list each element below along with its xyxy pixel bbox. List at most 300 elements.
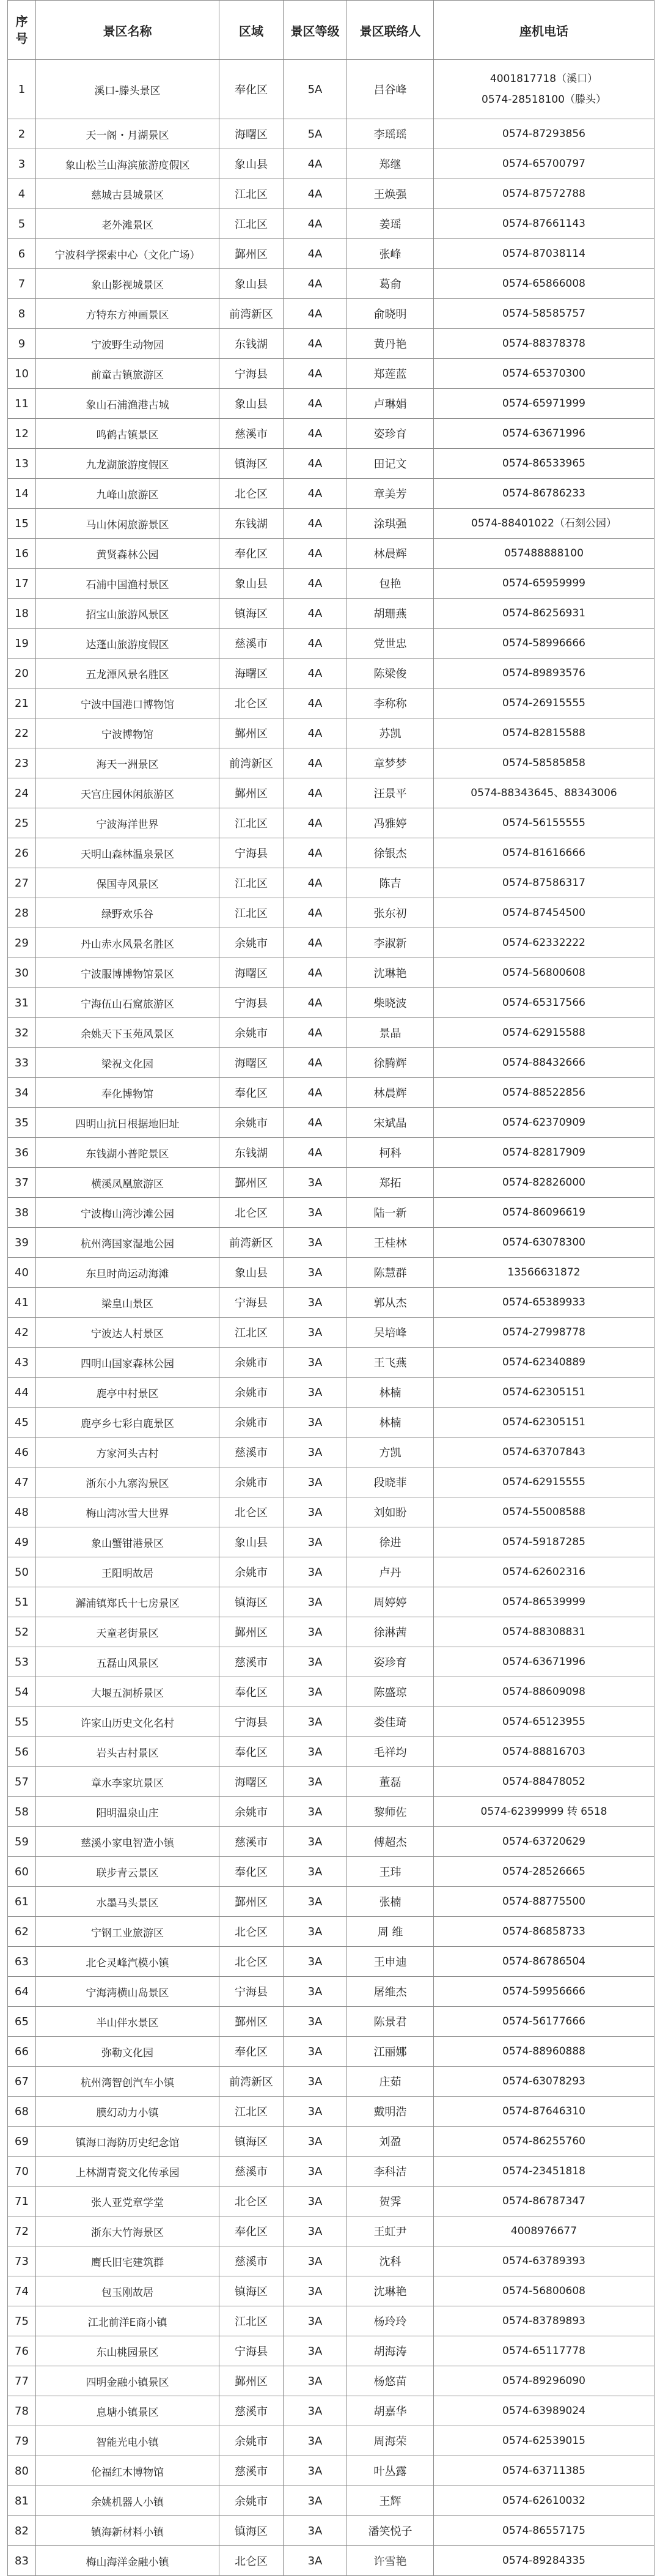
- cell-level: 3A: [284, 1348, 347, 1378]
- table-row: [8, 2187, 654, 2216]
- cell-level: 3A: [284, 1228, 347, 1258]
- cell-level: 3A: [284, 1767, 347, 1797]
- cell-region: 慈溪市: [219, 1827, 284, 1857]
- cell-name: 奉化博物馆: [36, 1078, 219, 1108]
- cell-name: 许家山历史文化名村: [36, 1707, 219, 1737]
- phone-line: 057488888100: [504, 547, 584, 559]
- table-row: [8, 718, 654, 748]
- cell-name: 四明山抗日根据地旧址: [36, 1108, 219, 1138]
- cell-region: 北仑区: [219, 1497, 284, 1527]
- cell-no: 23: [8, 748, 36, 778]
- cell-name: 上林湖青瓷文化传承园: [36, 2157, 219, 2187]
- cell-level: 3A: [284, 1557, 347, 1587]
- cell-region: 鄞州区: [219, 1168, 284, 1198]
- phone-line: 0574-56155555: [502, 817, 585, 829]
- cell-region: 鄞州区: [219, 2007, 284, 2037]
- table-row: [8, 149, 654, 179]
- cell-name: 丹山赤水风景名胜区: [36, 928, 219, 958]
- cell-no: 26: [8, 838, 36, 868]
- cell-region: 宁海县: [219, 1977, 284, 2007]
- cell-no: 11: [8, 389, 36, 419]
- cell-contact: 林楠: [347, 1378, 434, 1408]
- cell-no: 9: [8, 329, 36, 359]
- cell-level: 3A: [284, 2187, 347, 2216]
- table-row: [8, 599, 654, 629]
- cell-name: 阳明温泉山庄: [36, 1797, 219, 1827]
- cell-phone: [434, 1797, 654, 1827]
- cell-region: 象山县: [219, 1258, 284, 1288]
- table-row: [8, 389, 654, 419]
- cell-name: 横溪凤凰旅游区: [36, 1168, 219, 1198]
- phone-line: 0574-28526665: [502, 1866, 585, 1878]
- cell-level: 3A: [284, 1378, 347, 1408]
- cell-level: 3A: [284, 2306, 347, 2336]
- cell-region: 鄞州区: [219, 239, 284, 269]
- phone-line: 0574-82826000: [502, 1176, 585, 1189]
- phone-line: 0574-65317566: [502, 997, 585, 1009]
- cell-phone: [434, 449, 654, 479]
- header-name: 景区名称: [36, 1, 219, 60]
- cell-phone: [434, 748, 654, 778]
- cell-no: 10: [8, 359, 36, 389]
- cell-phone: [434, 1168, 654, 1198]
- table-row: [8, 1677, 654, 1707]
- cell-name: 象山蟹钳港景区: [36, 1527, 219, 1557]
- cell-contact: 柴晓波: [347, 988, 434, 1018]
- table-row: [8, 1797, 654, 1827]
- cell-region: 东钱湖: [219, 509, 284, 539]
- cell-no: 7: [8, 269, 36, 299]
- cell-region: 奉化区: [219, 1857, 284, 1887]
- table-row: [8, 479, 654, 509]
- cell-phone: [434, 1258, 654, 1288]
- cell-name: 镇海新材料小镇: [36, 2516, 219, 2546]
- cell-no: 42: [8, 1318, 36, 1348]
- cell-phone: [434, 1827, 654, 1857]
- cell-level: 3A: [284, 1947, 347, 1977]
- cell-region: 余姚市: [219, 2426, 284, 2456]
- cell-contact: 田记文: [347, 449, 434, 479]
- cell-name: 老外滩景区: [36, 209, 219, 239]
- cell-phone: [434, 2486, 654, 2516]
- cell-name: 宁波野生动物园: [36, 329, 219, 359]
- cell-name: 溪口-滕头景区: [36, 60, 219, 119]
- phone-line: 0574-63789393: [502, 2255, 585, 2267]
- cell-phone: [434, 808, 654, 838]
- phone-line: 0574-58585757: [502, 308, 585, 320]
- cell-phone: [434, 2037, 654, 2067]
- phone-line: 0574-65866008: [502, 278, 585, 290]
- table-row: [8, 2037, 654, 2067]
- cell-level: 4A: [284, 239, 347, 269]
- phone-line: 0574-86787347: [502, 2195, 585, 2207]
- table-row: [8, 1138, 654, 1168]
- cell-no: 37: [8, 1168, 36, 1198]
- cell-phone: [434, 1348, 654, 1378]
- cell-contact: 章梦梦: [347, 748, 434, 778]
- phone-line: 0574-86786233: [502, 487, 585, 500]
- cell-no: 29: [8, 928, 36, 958]
- cell-region: 镇海区: [219, 449, 284, 479]
- phone-line: 0574-62332222: [502, 937, 585, 949]
- phone-line: 13566631872: [507, 1266, 581, 1279]
- cell-region: 余姚市: [219, 928, 284, 958]
- table-row: [8, 1048, 654, 1078]
- cell-name: 宁波博物馆: [36, 718, 219, 748]
- table-row: [8, 359, 654, 389]
- table-row: [8, 2216, 654, 2246]
- cell-region: 前湾新区: [219, 1228, 284, 1258]
- phone-line: 0574-88401022（石刻公园）: [471, 517, 617, 530]
- cell-name: 浙东大竹海景区: [36, 2216, 219, 2246]
- cell-level: 3A: [284, 1408, 347, 1437]
- cell-contact: 柯科: [347, 1138, 434, 1168]
- cell-name: 天一阁・月湖景区: [36, 119, 219, 149]
- phone-line: 0574-65389933: [502, 1296, 585, 1308]
- table-body: [8, 60, 654, 2576]
- table-row: [8, 1378, 654, 1408]
- table-row: [8, 1977, 654, 2007]
- cell-contact: 党世忠: [347, 629, 434, 659]
- cell-phone: [434, 1198, 654, 1228]
- cell-no: 24: [8, 778, 36, 808]
- cell-region: 东钱湖: [219, 329, 284, 359]
- cell-phone: [434, 2007, 654, 2037]
- cell-no: 54: [8, 1677, 36, 1707]
- cell-no: 52: [8, 1617, 36, 1647]
- cell-name: 杭州湾国家湿地公园: [36, 1228, 219, 1258]
- cell-name: 石浦中国渔村景区: [36, 569, 219, 599]
- cell-phone: [434, 1587, 654, 1617]
- cell-phone: [434, 778, 654, 808]
- cell-phone: [434, 1048, 654, 1078]
- cell-contact: 包艳: [347, 569, 434, 599]
- cell-phone: [434, 2216, 654, 2246]
- cell-no: 16: [8, 539, 36, 569]
- table-row: [8, 1497, 654, 1527]
- phone-line: 0574-62305151: [502, 1416, 585, 1428]
- cell-level: 3A: [284, 1617, 347, 1647]
- table-row: [8, 2127, 654, 2157]
- cell-no: 76: [8, 2336, 36, 2366]
- cell-phone: [434, 1677, 654, 1707]
- table-row: [8, 419, 654, 449]
- cell-contact: 张峰: [347, 239, 434, 269]
- cell-contact: 章美芳: [347, 479, 434, 509]
- header-level: 景区等级: [284, 1, 347, 60]
- cell-no: 68: [8, 2097, 36, 2127]
- cell-contact: 李瑶瑶: [347, 119, 434, 149]
- cell-phone: [434, 2157, 654, 2187]
- table-row: [8, 808, 654, 838]
- cell-region: 鄞州区: [219, 718, 284, 748]
- table-row: [8, 509, 654, 539]
- cell-contact: 潘笑悦子: [347, 2516, 434, 2546]
- phone-line: 0574-63671996: [502, 427, 585, 440]
- cell-name: 浙东小九寨沟景区: [36, 1467, 219, 1497]
- cell-phone: [434, 60, 654, 119]
- cell-no: 12: [8, 419, 36, 449]
- table-row: [8, 2067, 654, 2097]
- cell-contact: 王飞燕: [347, 1348, 434, 1378]
- cell-phone: [434, 539, 654, 569]
- cell-contact: 徐银杰: [347, 838, 434, 868]
- cell-contact: 胡海涛: [347, 2336, 434, 2366]
- cell-level: 4A: [284, 1048, 347, 1078]
- cell-phone: [434, 2546, 654, 2576]
- cell-phone: [434, 299, 654, 329]
- cell-level: 3A: [284, 1587, 347, 1617]
- cell-phone: [434, 359, 654, 389]
- table-row: [8, 1767, 654, 1797]
- cell-name: 鹿亭乡七彩白鹿景区: [36, 1408, 219, 1437]
- cell-region: 海曙区: [219, 659, 284, 688]
- cell-name: 象山松兰山海滨旅游度假区: [36, 149, 219, 179]
- phone-line: 0574-63989024: [502, 2405, 585, 2417]
- table-row: [8, 1707, 654, 1737]
- phone-line: 0574-89284335: [502, 2555, 585, 2567]
- table-row: [8, 1587, 654, 1617]
- cell-level: 3A: [284, 2157, 347, 2187]
- phone-line: 0574-86557175: [502, 2525, 585, 2537]
- scenic-area-table-sheet: [7, 0, 654, 2576]
- cell-contact: 江丽娜: [347, 2037, 434, 2067]
- cell-level: 3A: [284, 1288, 347, 1318]
- cell-level: 3A: [284, 2037, 347, 2067]
- table-row: [8, 1288, 654, 1318]
- cell-level: 4A: [284, 449, 347, 479]
- cell-no: 74: [8, 2276, 36, 2306]
- cell-no: 78: [8, 2396, 36, 2426]
- phone-line: 0574-82817909: [502, 1146, 585, 1159]
- phone-line: 0574-23451818: [502, 2165, 585, 2177]
- cell-region: 余姚市: [219, 1557, 284, 1587]
- cell-contact: 刘如盼: [347, 1497, 434, 1527]
- cell-phone: [434, 179, 654, 209]
- table-row: [8, 898, 654, 928]
- cell-contact: 杨玲玲: [347, 2306, 434, 2336]
- cell-phone: [434, 838, 654, 868]
- cell-no: 67: [8, 2067, 36, 2097]
- cell-phone: [434, 1497, 654, 1527]
- table-row: [8, 269, 654, 299]
- table-row: [8, 1437, 654, 1467]
- table-row: [8, 1827, 654, 1857]
- table-row: [8, 2486, 654, 2516]
- cell-no: 66: [8, 2037, 36, 2067]
- cell-level: 4A: [284, 988, 347, 1018]
- cell-no: 6: [8, 239, 36, 269]
- cell-region: 北仑区: [219, 2546, 284, 2576]
- header-region: 区域: [219, 1, 284, 60]
- cell-level: 3A: [284, 1857, 347, 1887]
- phone-line: 0574-88816703: [502, 1746, 585, 1758]
- cell-level: 4A: [284, 389, 347, 419]
- cell-name: 鸣鹤古镇景区: [36, 419, 219, 449]
- table-row: [8, 2456, 654, 2486]
- cell-no: 75: [8, 2306, 36, 2336]
- table-row: [8, 209, 654, 239]
- table-row: [8, 299, 654, 329]
- phone-line: 0574-87572788: [502, 188, 585, 200]
- phone-line: 0574-87454500: [502, 907, 585, 919]
- table-row: [8, 239, 654, 269]
- cell-level: 3A: [284, 1917, 347, 1947]
- cell-no: 83: [8, 2546, 36, 2576]
- phone-line: 4001817718（溪口）: [490, 73, 598, 85]
- cell-level: 4A: [284, 479, 347, 509]
- cell-no: 27: [8, 868, 36, 898]
- cell-region: 北仑区: [219, 2187, 284, 2216]
- phone-line: 0574-62602316: [502, 1566, 585, 1578]
- cell-contact: 徐腾辉: [347, 1048, 434, 1078]
- cell-region: 余姚市: [219, 1408, 284, 1437]
- cell-contact: 王焕强: [347, 179, 434, 209]
- cell-no: 43: [8, 1348, 36, 1378]
- table-row: [8, 2007, 654, 2037]
- cell-name: 五龙潭风景名胜区: [36, 659, 219, 688]
- phone-line: 0574-65117778: [502, 2345, 585, 2357]
- cell-no: 47: [8, 1467, 36, 1497]
- phone-line: 0574-88432666: [502, 1057, 585, 1069]
- cell-contact: 庄茹: [347, 2067, 434, 2097]
- phone-line: 0574-82815588: [502, 727, 585, 739]
- cell-no: 40: [8, 1258, 36, 1288]
- cell-contact: 傅超杰: [347, 1827, 434, 1857]
- cell-name: 澥浦镇郑氏十七房景区: [36, 1587, 219, 1617]
- table-row: [8, 1168, 654, 1198]
- cell-level: 3A: [284, 2067, 347, 2097]
- cell-contact: 徐进: [347, 1527, 434, 1557]
- cell-level: 3A: [284, 2276, 347, 2306]
- cell-no: 62: [8, 1917, 36, 1947]
- cell-no: 60: [8, 1857, 36, 1887]
- cell-level: 3A: [284, 1198, 347, 1228]
- cell-level: 3A: [284, 2007, 347, 2037]
- table-row: [8, 119, 654, 149]
- cell-level: 3A: [284, 1437, 347, 1467]
- cell-region: 余姚市: [219, 1378, 284, 1408]
- table-row: [8, 1467, 654, 1497]
- cell-region: 宁海县: [219, 988, 284, 1018]
- phone-line: 0574-63671996: [502, 1656, 585, 1668]
- cell-name: 方家河头古村: [36, 1437, 219, 1467]
- phone-line: 0574-63711385: [502, 2465, 585, 2477]
- cell-region: 海曙区: [219, 1048, 284, 1078]
- cell-contact: 段晓菲: [347, 1467, 434, 1497]
- table-row: [8, 1887, 654, 1917]
- cell-phone: [434, 2336, 654, 2366]
- phone-line: 0574-27998778: [502, 1326, 585, 1338]
- cell-region: 余姚市: [219, 1108, 284, 1138]
- cell-phone: [434, 2516, 654, 2546]
- cell-phone: [434, 2097, 654, 2127]
- table-row: [8, 2426, 654, 2456]
- cell-region: 慈溪市: [219, 1647, 284, 1677]
- cell-level: 4A: [284, 569, 347, 599]
- cell-name: 王阳明故居: [36, 1557, 219, 1587]
- cell-no: 51: [8, 1587, 36, 1617]
- cell-no: 81: [8, 2486, 36, 2516]
- cell-region: 江北区: [219, 868, 284, 898]
- cell-phone: [434, 149, 654, 179]
- cell-no: 57: [8, 1767, 36, 1797]
- cell-level: 4A: [284, 419, 347, 449]
- cell-level: 3A: [284, 1527, 347, 1557]
- cell-phone: [434, 1018, 654, 1048]
- phone-line: 0574-59956666: [502, 1985, 585, 1998]
- cell-no: 21: [8, 688, 36, 718]
- cell-name: 宁海伍山石窟旅游区: [36, 988, 219, 1018]
- table-row: [8, 569, 654, 599]
- cell-region: 镇海区: [219, 2127, 284, 2157]
- cell-contact: 沈琳艳: [347, 958, 434, 988]
- cell-name: 梅山海洋金融小镇: [36, 2546, 219, 2576]
- cell-level: 4A: [284, 329, 347, 359]
- cell-no: 2: [8, 119, 36, 149]
- cell-phone: [434, 988, 654, 1018]
- cell-phone: [434, 509, 654, 539]
- table-row: [8, 449, 654, 479]
- cell-phone: [434, 479, 654, 509]
- cell-contact: 娄佳琦: [347, 1707, 434, 1737]
- cell-phone: [434, 1707, 654, 1737]
- cell-level: 3A: [284, 1977, 347, 2007]
- phone-line: 0574-26915555: [502, 697, 585, 709]
- cell-region: 象山县: [219, 569, 284, 599]
- cell-phone: [434, 1408, 654, 1437]
- cell-contact: 姿珍育: [347, 419, 434, 449]
- cell-no: 41: [8, 1288, 36, 1318]
- cell-region: 海曙区: [219, 119, 284, 149]
- cell-name: 五磊山风景区: [36, 1647, 219, 1677]
- cell-level: 4A: [284, 868, 347, 898]
- cell-contact: 林晨辉: [347, 1078, 434, 1108]
- phone-line: 0574-63720629: [502, 1836, 585, 1848]
- cell-phone: [434, 269, 654, 299]
- cell-no: 58: [8, 1797, 36, 1827]
- cell-contact: 陈盛琼: [347, 1677, 434, 1707]
- cell-contact: 王桂林: [347, 1228, 434, 1258]
- table-row: [8, 2336, 654, 2366]
- phone-line: 0574-55008588: [502, 1506, 585, 1518]
- cell-name: 杭州湾智创汽车小镇: [36, 2067, 219, 2097]
- phone-line: 0574-65959999: [502, 577, 585, 589]
- cell-contact: 冯雅婷: [347, 808, 434, 838]
- phone-line: 0574-87661143: [502, 218, 585, 230]
- cell-level: 3A: [284, 1737, 347, 1767]
- phone-line: 0574-86256931: [502, 607, 585, 619]
- cell-name: 宁海湾横山岛景区: [36, 1977, 219, 2007]
- cell-phone: [434, 2426, 654, 2456]
- cell-level: 4A: [284, 928, 347, 958]
- cell-name: 四明金融小镇景区: [36, 2366, 219, 2396]
- phone-line: 0574-62915555: [502, 1476, 585, 1488]
- cell-contact: 郑莲蓝: [347, 359, 434, 389]
- cell-no: 73: [8, 2246, 36, 2276]
- cell-region: 慈溪市: [219, 1437, 284, 1467]
- cell-contact: 许雪艳: [347, 2546, 434, 2576]
- phone-line: 0574-89296090: [502, 2375, 585, 2387]
- cell-region: 鄞州区: [219, 1617, 284, 1647]
- cell-name: 象山影视城景区: [36, 269, 219, 299]
- table-row: [8, 629, 654, 659]
- phone-line: 0574-88478052: [502, 1776, 585, 1788]
- cell-phone: [434, 1288, 654, 1318]
- cell-contact: 卢丹: [347, 1557, 434, 1587]
- cell-phone: [434, 1617, 654, 1647]
- cell-name: 宁波梅山湾沙滩公园: [36, 1198, 219, 1228]
